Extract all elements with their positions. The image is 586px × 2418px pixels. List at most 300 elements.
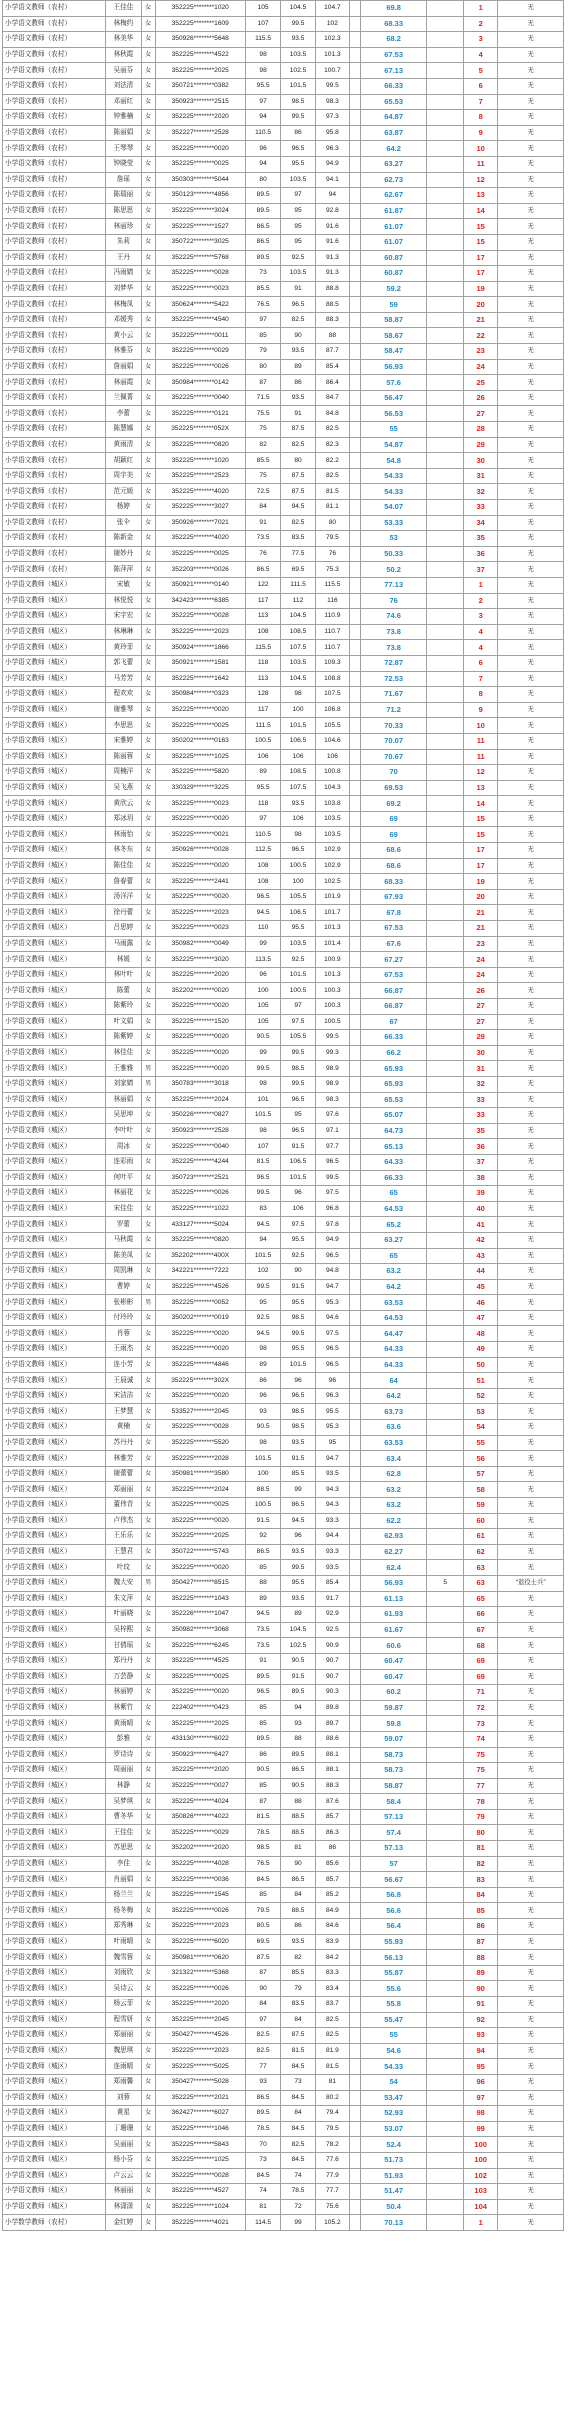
table-row [3,827,564,843]
remark-cell: 无 [498,2043,564,2059]
score-2-cell: 101.5 [281,1357,315,1373]
gender-cell: 女 [141,1357,155,1373]
blank-cell [350,281,361,297]
remark-cell: 无 [498,2106,564,2122]
gender-cell: 女 [141,437,155,453]
gender-cell: 女 [141,999,155,1015]
post-cell: 小学语文教师（农村） [3,250,106,266]
rank-cell: 10 [463,141,497,157]
remark-cell: 无 [498,422,564,438]
name-cell: 连小芳 [106,1357,141,1373]
post-cell: 小学语文教师（农村） [3,156,106,172]
table-row [3,1373,564,1389]
table-row [3,749,564,765]
score-1-cell: 118 [245,655,280,671]
name-cell: 吴思坤 [106,1108,141,1124]
rank-cell: 36 [463,1139,497,1155]
table-row [3,2168,564,2184]
score-1-cell: 97 [245,811,280,827]
rank-cell: 69 [463,1669,497,1685]
id-number-cell: 352225********3027 [155,500,245,516]
table-row [3,687,564,703]
name-cell: 范元媛 [106,484,141,500]
score-2-cell: 103.5 [281,655,315,671]
score-2-cell: 88 [281,1794,315,1810]
converted-score-cell: 56.8 [360,1887,427,1903]
id-number-cell: 352225********2020 [155,1997,245,2013]
written-score-cell: 95.8 [315,125,349,141]
score-1-cell: 84 [245,1997,280,2013]
score-2-cell: 84.5 [281,2152,315,2168]
table-row [3,1965,564,1981]
written-score-cell: 88.5 [315,297,349,313]
blank-cell [350,1326,361,1342]
score-1-cell: 82.5 [245,2043,280,2059]
table-row [3,125,564,141]
name-cell: 董伟青 [106,1498,141,1514]
table-row [3,1061,564,1077]
remark-cell: 无 [498,1435,564,1451]
post-cell: 小学语文教师（农村） [3,422,106,438]
table-row [3,1482,564,1498]
id-number-cell: 222402********0423 [155,1700,245,1716]
post-cell: 小学语文教师（城区） [3,1420,106,1436]
gender-cell: 女 [141,827,155,843]
bonus-cell [427,765,464,781]
converted-score-cell: 66.33 [360,1030,427,1046]
blank-cell [350,328,361,344]
converted-score-cell: 53.33 [360,515,427,531]
blank-cell [350,718,361,734]
table-row [3,1076,564,1092]
id-number-cell: 352225********2024 [155,1092,245,1108]
score-1-cell: 99 [245,936,280,952]
blank-cell [350,1373,361,1389]
remark-cell: 无 [498,1123,564,1139]
post-cell: 小学语文教师（农村） [3,312,106,328]
blank-cell [350,406,361,422]
rank-cell: 24 [463,952,497,968]
name-cell: 周丽丽 [106,1763,141,1779]
id-number-cell: 352225********0025 [155,156,245,172]
score-1-cell: 101.5 [245,1451,280,1467]
score-2-cell: 95 [281,234,315,250]
bonus-cell [427,1201,464,1217]
post-cell: 小学语文教师（城区） [3,1794,106,1810]
remark-cell: 无 [498,234,564,250]
score-2-cell: 98.5 [281,1061,315,1077]
score-1-cell: 75 [245,468,280,484]
bonus-cell [427,1903,464,1919]
written-score-cell: 88.8 [315,281,349,297]
written-score-cell: 96.5 [315,1357,349,1373]
table-row [3,1997,564,2013]
score-1-cell: 94.5 [245,905,280,921]
gender-cell: 女 [141,905,155,921]
score-2-cell: 87.5 [281,422,315,438]
table-row [3,1420,564,1436]
score-1-cell: 110.5 [245,125,280,141]
rank-cell: 98 [463,2106,497,2122]
written-score-cell: 90.3 [315,1685,349,1701]
bonus-cell [427,1420,464,1436]
post-cell: 小学语文教师（城区） [3,2106,106,2122]
score-2-cell: 107.5 [281,780,315,796]
blank-cell [350,1154,361,1170]
id-number-cell: 350924********1866 [155,640,245,656]
rank-cell: 4 [463,640,497,656]
rank-cell: 75 [463,1763,497,1779]
written-score-cell: 96.8 [315,1201,349,1217]
converted-score-cell: 63.27 [360,156,427,172]
id-number-cell: 352225********5843 [155,2137,245,2153]
score-2-cell: 86.5 [281,1872,315,1888]
rank-cell: 7 [463,671,497,687]
score-1-cell: 70 [245,2137,280,2153]
bonus-cell [427,936,464,952]
written-score-cell: 83.9 [315,1934,349,1950]
id-number-cell: 350202********0019 [155,1310,245,1326]
rank-cell: 33 [463,1108,497,1124]
gender-cell: 女 [141,780,155,796]
gender-cell: 女 [141,796,155,812]
id-number-cell: 350923********6427 [155,1747,245,1763]
score-1-cell: 97 [245,312,280,328]
table-row [3,952,564,968]
rank-cell: 1 [463,577,497,593]
blank-cell [350,1919,361,1935]
post-cell: 小学语文教师（农村） [3,141,106,157]
name-cell: 刘家婧 [106,1076,141,1092]
bonus-cell [427,1919,464,1935]
converted-score-cell: 70.33 [360,718,427,734]
converted-score-cell: 64.53 [360,1201,427,1217]
name-cell: 林紫竹 [106,1700,141,1716]
converted-score-cell: 68.6 [360,843,427,859]
score-2-cell: 84 [281,2012,315,2028]
score-1-cell: 113 [245,671,280,687]
written-score-cell: 88.3 [315,1778,349,1794]
id-number-cell: 352225********0020 [155,702,245,718]
score-2-cell: 84.5 [281,2121,315,2137]
table-row [3,1357,564,1373]
post-cell: 小学语文教师（城区） [3,1061,106,1077]
post-cell: 小学语文教师（农村） [3,562,106,578]
converted-score-cell: 68.2 [360,32,427,48]
id-number-cell: 352225********3024 [155,203,245,219]
remark-cell: 无 [498,1388,564,1404]
blank-cell [350,219,361,235]
blank-cell [350,1014,361,1030]
post-cell: 小学语文教师（城区） [3,936,106,952]
table-row [3,1716,564,1732]
gender-cell: 女 [141,1778,155,1794]
score-1-cell: 86 [245,1373,280,1389]
blank-cell [350,593,361,609]
table-row [3,172,564,188]
name-cell: 杨云菲 [106,1997,141,2013]
table-row [3,843,564,859]
blank-cell [350,1997,361,2013]
gender-cell: 女 [141,234,155,250]
blank-cell [350,156,361,172]
name-cell: 魏思琪 [106,2043,141,2059]
rank-cell: 27 [463,406,497,422]
table-row [3,1201,564,1217]
post-cell: 小学语文教师（城区） [3,1856,106,1872]
converted-score-cell: 56.47 [360,390,427,406]
score-1-cell: 73 [245,2152,280,2168]
remark-cell: 无 [498,390,564,406]
bonus-cell [427,1529,464,1545]
score-2-cell: 103.5 [281,266,315,282]
written-score-cell: 108.8 [315,671,349,687]
blank-cell [350,765,361,781]
score-1-cell: 98 [245,63,280,79]
bonus-cell [427,437,464,453]
name-cell: 卢伟杰 [106,1513,141,1529]
converted-score-cell: 65 [360,1248,427,1264]
gender-cell: 女 [141,2059,155,2075]
gender-cell: 女 [141,1950,155,1966]
score-2-cell: 93.5 [281,1934,315,1950]
post-cell: 小学语文教师（城区） [3,671,106,687]
name-cell: 林雨怡 [106,827,141,843]
score-2-cell: 81 [281,1841,315,1857]
remark-cell: 无 [498,1716,564,1732]
converted-score-cell: 65.53 [360,94,427,110]
converted-score-cell: 53 [360,531,427,547]
score-2-cell: 84.5 [281,2090,315,2106]
rank-cell: 58 [463,1482,497,1498]
remark-cell: 无 [498,655,564,671]
table-row [3,1264,564,1280]
converted-score-cell: 63.2 [360,1498,427,1514]
post-cell: 小学语文教师（农村） [3,453,106,469]
blank-cell [350,234,361,250]
bonus-cell [427,1295,464,1311]
blank-cell [350,1638,361,1654]
gender-cell: 女 [141,1326,155,1342]
remark-cell: 无 [498,1872,564,1888]
converted-score-cell: 64.87 [360,110,427,126]
score-2-cell: 96.5 [281,1092,315,1108]
score-2-cell: 96.5 [281,1123,315,1139]
gender-cell: 女 [141,952,155,968]
gender-cell: 女 [141,203,155,219]
gender-cell: 女 [141,94,155,110]
table-row [3,422,564,438]
remark-cell: 无 [498,1061,564,1077]
bonus-cell [427,1092,464,1108]
converted-score-cell: 55 [360,2028,427,2044]
converted-score-cell: 62.8 [360,1466,427,1482]
rank-cell: 17 [463,266,497,282]
table-row [3,1513,564,1529]
score-1-cell: 100 [245,983,280,999]
written-score-cell: 101.3 [315,921,349,937]
post-cell: 小学语文教师（城区） [3,702,106,718]
converted-score-cell: 51.93 [360,2168,427,2184]
score-2-cell: 72 [281,2199,315,2215]
rank-cell: 74 [463,1731,497,1747]
remark-cell: 无 [498,94,564,110]
id-number-cell: 330329********3225 [155,780,245,796]
name-cell: 谢蕾蕾 [106,1466,141,1482]
score-1-cell: 85 [245,1560,280,1576]
remark-cell: 无 [498,1747,564,1763]
rank-cell: 26 [463,983,497,999]
name-cell: 郑秀琳 [106,1919,141,1935]
written-score-cell: 84.7 [315,390,349,406]
remark-cell: 无 [498,312,564,328]
post-cell: 小学语文教师（城区） [3,1809,106,1825]
blank-cell [350,952,361,968]
converted-score-cell: 65.53 [360,1092,427,1108]
rank-cell: 93 [463,2028,497,2044]
score-2-cell: 97 [281,188,315,204]
blank-cell [350,2199,361,2215]
post-cell: 小学语文教师（城区） [3,1076,106,1092]
remark-cell: 无 [498,1217,564,1233]
written-score-cell: 82.5 [315,422,349,438]
score-1-cell: 81.5 [245,1154,280,1170]
written-score-cell: 100.5 [315,1014,349,1030]
score-1-cell: 93 [245,2074,280,2090]
post-cell: 小学语文教师（城区） [3,2012,106,2028]
blank-cell [350,1887,361,1903]
score-2-cell: 100 [281,702,315,718]
score-1-cell: 94.5 [245,1607,280,1623]
table-row [3,359,564,375]
table-row [3,219,564,235]
rank-cell: 104 [463,2199,497,2215]
post-cell: 小学语文教师（农村） [3,546,106,562]
name-cell: 宋敏 [106,577,141,593]
post-cell: 小学语文教师（城区） [3,640,106,656]
score-1-cell: 76.5 [245,1856,280,1872]
bonus-cell [427,1872,464,1888]
id-number-cell: 352225********0021 [155,827,245,843]
converted-score-cell: 59 [360,297,427,313]
id-number-cell: 352225********0052 [155,1295,245,1311]
score-1-cell: 122 [245,577,280,593]
bonus-cell [427,749,464,765]
id-number-cell: 352225********1025 [155,2152,245,2168]
bonus-cell [427,702,464,718]
converted-score-cell: 62.4 [360,1560,427,1576]
score-2-cell: 99.5 [281,1045,315,1061]
name-cell: 周宇美 [106,468,141,484]
score-2-cell: 96 [281,1529,315,1545]
post-cell: 小学语文教师（农村） [3,281,106,297]
score-1-cell: 89.5 [245,188,280,204]
rank-cell: 38 [463,1170,497,1186]
score-2-cell: 83.5 [281,531,315,547]
id-number-cell: 352225********0040 [155,390,245,406]
blank-cell [350,2059,361,2075]
id-number-cell: 352225********2023 [155,1919,245,1935]
score-2-cell: 95.5 [281,1575,315,1591]
gender-cell: 女 [141,1310,155,1326]
written-score-cell: 106.8 [315,702,349,718]
id-number-cell: 352225********0020 [155,1045,245,1061]
remark-cell: 无 [498,671,564,687]
written-score-cell: 95 [315,1435,349,1451]
blank-cell [350,110,361,126]
id-number-cell: 350923********2515 [155,94,245,110]
score-2-cell: 104.5 [281,1622,315,1638]
rank-cell: 36 [463,546,497,562]
score-1-cell: 69.5 [245,1934,280,1950]
table-row [3,188,564,204]
bonus-cell [427,1451,464,1467]
post-cell: 小学语文教师（农村） [3,375,106,391]
id-number-cell: 352225********1020 [155,453,245,469]
score-1-cell: 107 [245,1139,280,1155]
converted-score-cell: 53.47 [360,2090,427,2106]
bonus-cell [427,1825,464,1841]
bonus-cell [427,655,464,671]
written-score-cell: 95.5 [315,1404,349,1420]
remark-cell: 无 [498,1731,564,1747]
gender-cell: 女 [141,1139,155,1155]
score-1-cell: 89.5 [245,250,280,266]
rank-cell: 21 [463,312,497,328]
score-2-cell: 98.5 [281,1404,315,1420]
rank-cell: 20 [463,889,497,905]
score-2-cell: 85.5 [281,1466,315,1482]
remark-cell: 无 [498,1264,564,1280]
score-1-cell: 92.5 [245,1310,280,1326]
written-score-cell: 89.7 [315,1716,349,1732]
converted-score-cell: 64.2 [360,141,427,157]
converted-score-cell: 69.8 [360,1,427,17]
post-cell: 小学语文教师（城区） [3,1669,106,1685]
table-row [3,921,564,937]
post-cell: 小学语文教师（农村） [3,203,106,219]
table-row [3,546,564,562]
table-row [3,609,564,625]
converted-score-cell: 57 [360,1856,427,1872]
bonus-cell [427,1887,464,1903]
remark-cell: 无 [498,110,564,126]
bonus-cell [427,1357,464,1373]
bonus-cell [427,390,464,406]
blank-cell [350,1186,361,1202]
blank-cell [350,1232,361,1248]
rank-cell: 41 [463,1217,497,1233]
post-cell: 小学语文教师（城区） [3,1653,106,1669]
id-number-cell: 352225********0020 [155,1513,245,1529]
score-2-cell: 90.5 [281,1653,315,1669]
score-1-cell: 79 [245,344,280,360]
id-number-cell: 352225********2025 [155,1529,245,1545]
id-number-cell: 350202********0163 [155,733,245,749]
name-cell: 林媛 [106,952,141,968]
score-1-cell: 100.5 [245,733,280,749]
written-score-cell: 91.6 [315,219,349,235]
gender-cell: 女 [141,749,155,765]
converted-score-cell: 52.93 [360,2106,427,2122]
post-cell: 小学语文教师（城区） [3,1716,106,1732]
written-score-cell: 110.7 [315,640,349,656]
id-number-cell: 352225********5768 [155,250,245,266]
name-cell: 金红婷 [106,2215,141,2231]
table-row [3,1014,564,1030]
name-cell: 林佳佳 [106,1045,141,1061]
gender-cell: 女 [141,1669,155,1685]
